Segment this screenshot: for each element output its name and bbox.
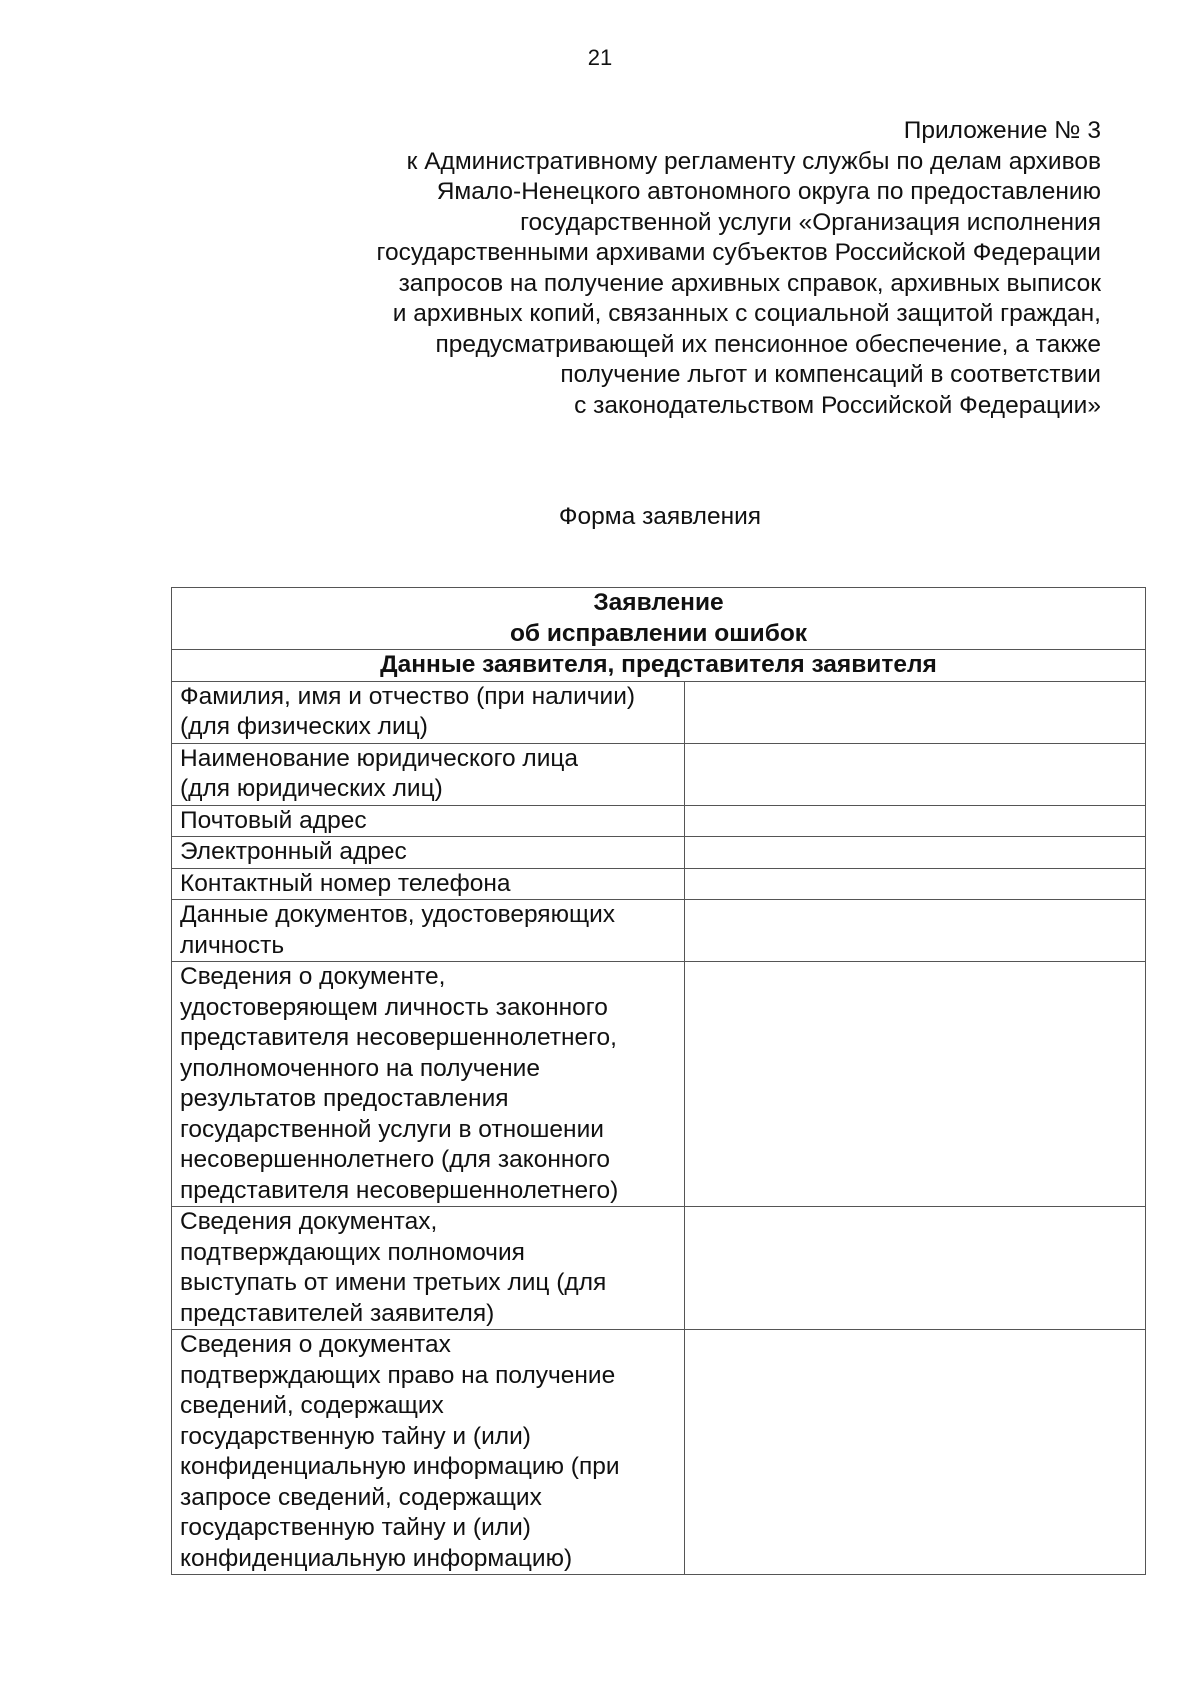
field-label-line: Сведения о документе, — [180, 963, 446, 990]
section-header: Данные заявителя, представителя заявителя — [172, 650, 1146, 682]
appendix-line: и архивных копий, связанных с социальной защитой граждан, — [392, 300, 1101, 327]
field-label-line: запросе сведений, содержащих — [180, 1483, 542, 1511]
appendix-line: получение льгот и компенсаций в соответствии — [560, 361, 1101, 388]
appendix-line: Ямало-Ненецкого автономного округа по предоставлению — [436, 178, 1101, 205]
appendix-line: государственными архивами субъектов Российской Федерации — [376, 239, 1101, 266]
field-label — [172, 805, 685, 837]
field-value-cell[interactable] — [685, 962, 1146, 1207]
field-label — [172, 962, 685, 1207]
field-label-line: конфиденциальную информацию (при — [180, 1453, 620, 1480]
section-header-row — [172, 650, 1146, 682]
field-label-line: (для юридических лиц) — [180, 775, 443, 802]
table-row — [172, 1207, 1146, 1330]
field-label-line: результатов предоставления — [180, 1085, 509, 1112]
field-value-cell[interactable] — [685, 805, 1146, 837]
appendix-heading — [301, 116, 1101, 421]
field-value-cell[interactable] — [685, 743, 1146, 805]
table-row — [172, 837, 1146, 869]
application-table — [171, 587, 1146, 1575]
field-label-line: представителя несовершеннолетнего) — [180, 1176, 619, 1204]
field-label-line: сведений, содержащих — [180, 1392, 444, 1419]
field-label-line: подтверждающих полномочия — [180, 1238, 525, 1266]
table-row — [172, 962, 1146, 1207]
field-label-line: уполномоченного на получение — [180, 1054, 540, 1082]
table-row — [172, 681, 1146, 743]
field-value-cell[interactable] — [685, 837, 1146, 869]
table-row — [172, 900, 1146, 962]
table-row — [172, 868, 1146, 900]
field-value-cell[interactable] — [685, 681, 1146, 743]
field-value-cell[interactable] — [685, 1207, 1146, 1330]
field-label-line: государственную тайну и (или) — [180, 1514, 531, 1541]
field-value-cell[interactable] — [685, 900, 1146, 962]
field-label-line: Сведения о документах — [180, 1331, 451, 1358]
table-row — [172, 805, 1146, 837]
field-label — [172, 837, 685, 869]
field-label — [172, 743, 685, 805]
table-subtitle-line: об исправлении ошибок — [509, 619, 808, 647]
field-label — [172, 681, 685, 743]
field-label-line: несовершеннолетнего (для законного — [180, 1146, 611, 1173]
table-title-line: Заявление — [593, 589, 724, 616]
field-label-line: конфиденциальную информацию) — [180, 1544, 573, 1572]
field-label-line: выступать от имени третьих лиц (для — [180, 1269, 607, 1296]
field-label-line: Контактный номер телефона — [180, 869, 511, 897]
field-label-line: государственную тайну и (или) — [180, 1422, 531, 1450]
field-label-line: Сведения документах, — [180, 1208, 438, 1235]
field-value-cell[interactable] — [685, 1330, 1146, 1575]
page-number: 21 — [587, 45, 613, 70]
appendix-line: предусматривающей их пенсионное обеспечение, а также — [435, 330, 1101, 358]
field-label-line: представителя несовершеннолетнего, — [180, 1024, 617, 1051]
field-label-line: Электронный адрес — [180, 838, 407, 865]
appendix-line: к Административному регламенту службы по делам архивов — [406, 147, 1101, 175]
appendix-line: запросов на получение архивных справок, архивных выписок — [398, 269, 1101, 297]
field-label-line: личность — [180, 931, 285, 959]
field-label — [172, 900, 685, 962]
field-label-line: Почтовый адрес — [180, 806, 367, 834]
field-label-line: (для физических лиц) — [180, 713, 428, 740]
field-label-line: представителей заявителя) — [180, 1299, 495, 1327]
appendix-line: Приложение № 3 — [903, 117, 1101, 144]
appendix-line: с законодательством Российской Федерации» — [574, 391, 1101, 419]
field-value-cell[interactable] — [685, 868, 1146, 900]
field-label-line: Наименование юридического лица — [180, 744, 579, 772]
form-caption: Форма заявления — [558, 503, 762, 530]
field-label-line: подтверждающих право на получение — [180, 1361, 616, 1389]
table-title — [172, 588, 1146, 650]
appendix-line: государственной услуги «Организация исполнения — [520, 208, 1101, 236]
table-row — [172, 1330, 1146, 1575]
field-label-line: удостоверяющем личность законного — [180, 993, 608, 1021]
field-label — [172, 1207, 685, 1330]
field-label-line: Фамилия, имя и отчество (при наличии) — [180, 682, 636, 710]
field-label-line: государственной услуги в отношении — [180, 1115, 604, 1143]
field-label-line: Данные документов, удостоверяющих — [180, 901, 616, 928]
table-row — [172, 743, 1146, 805]
field-label — [172, 1330, 685, 1575]
field-label — [172, 868, 685, 900]
table-title-row — [172, 588, 1146, 650]
